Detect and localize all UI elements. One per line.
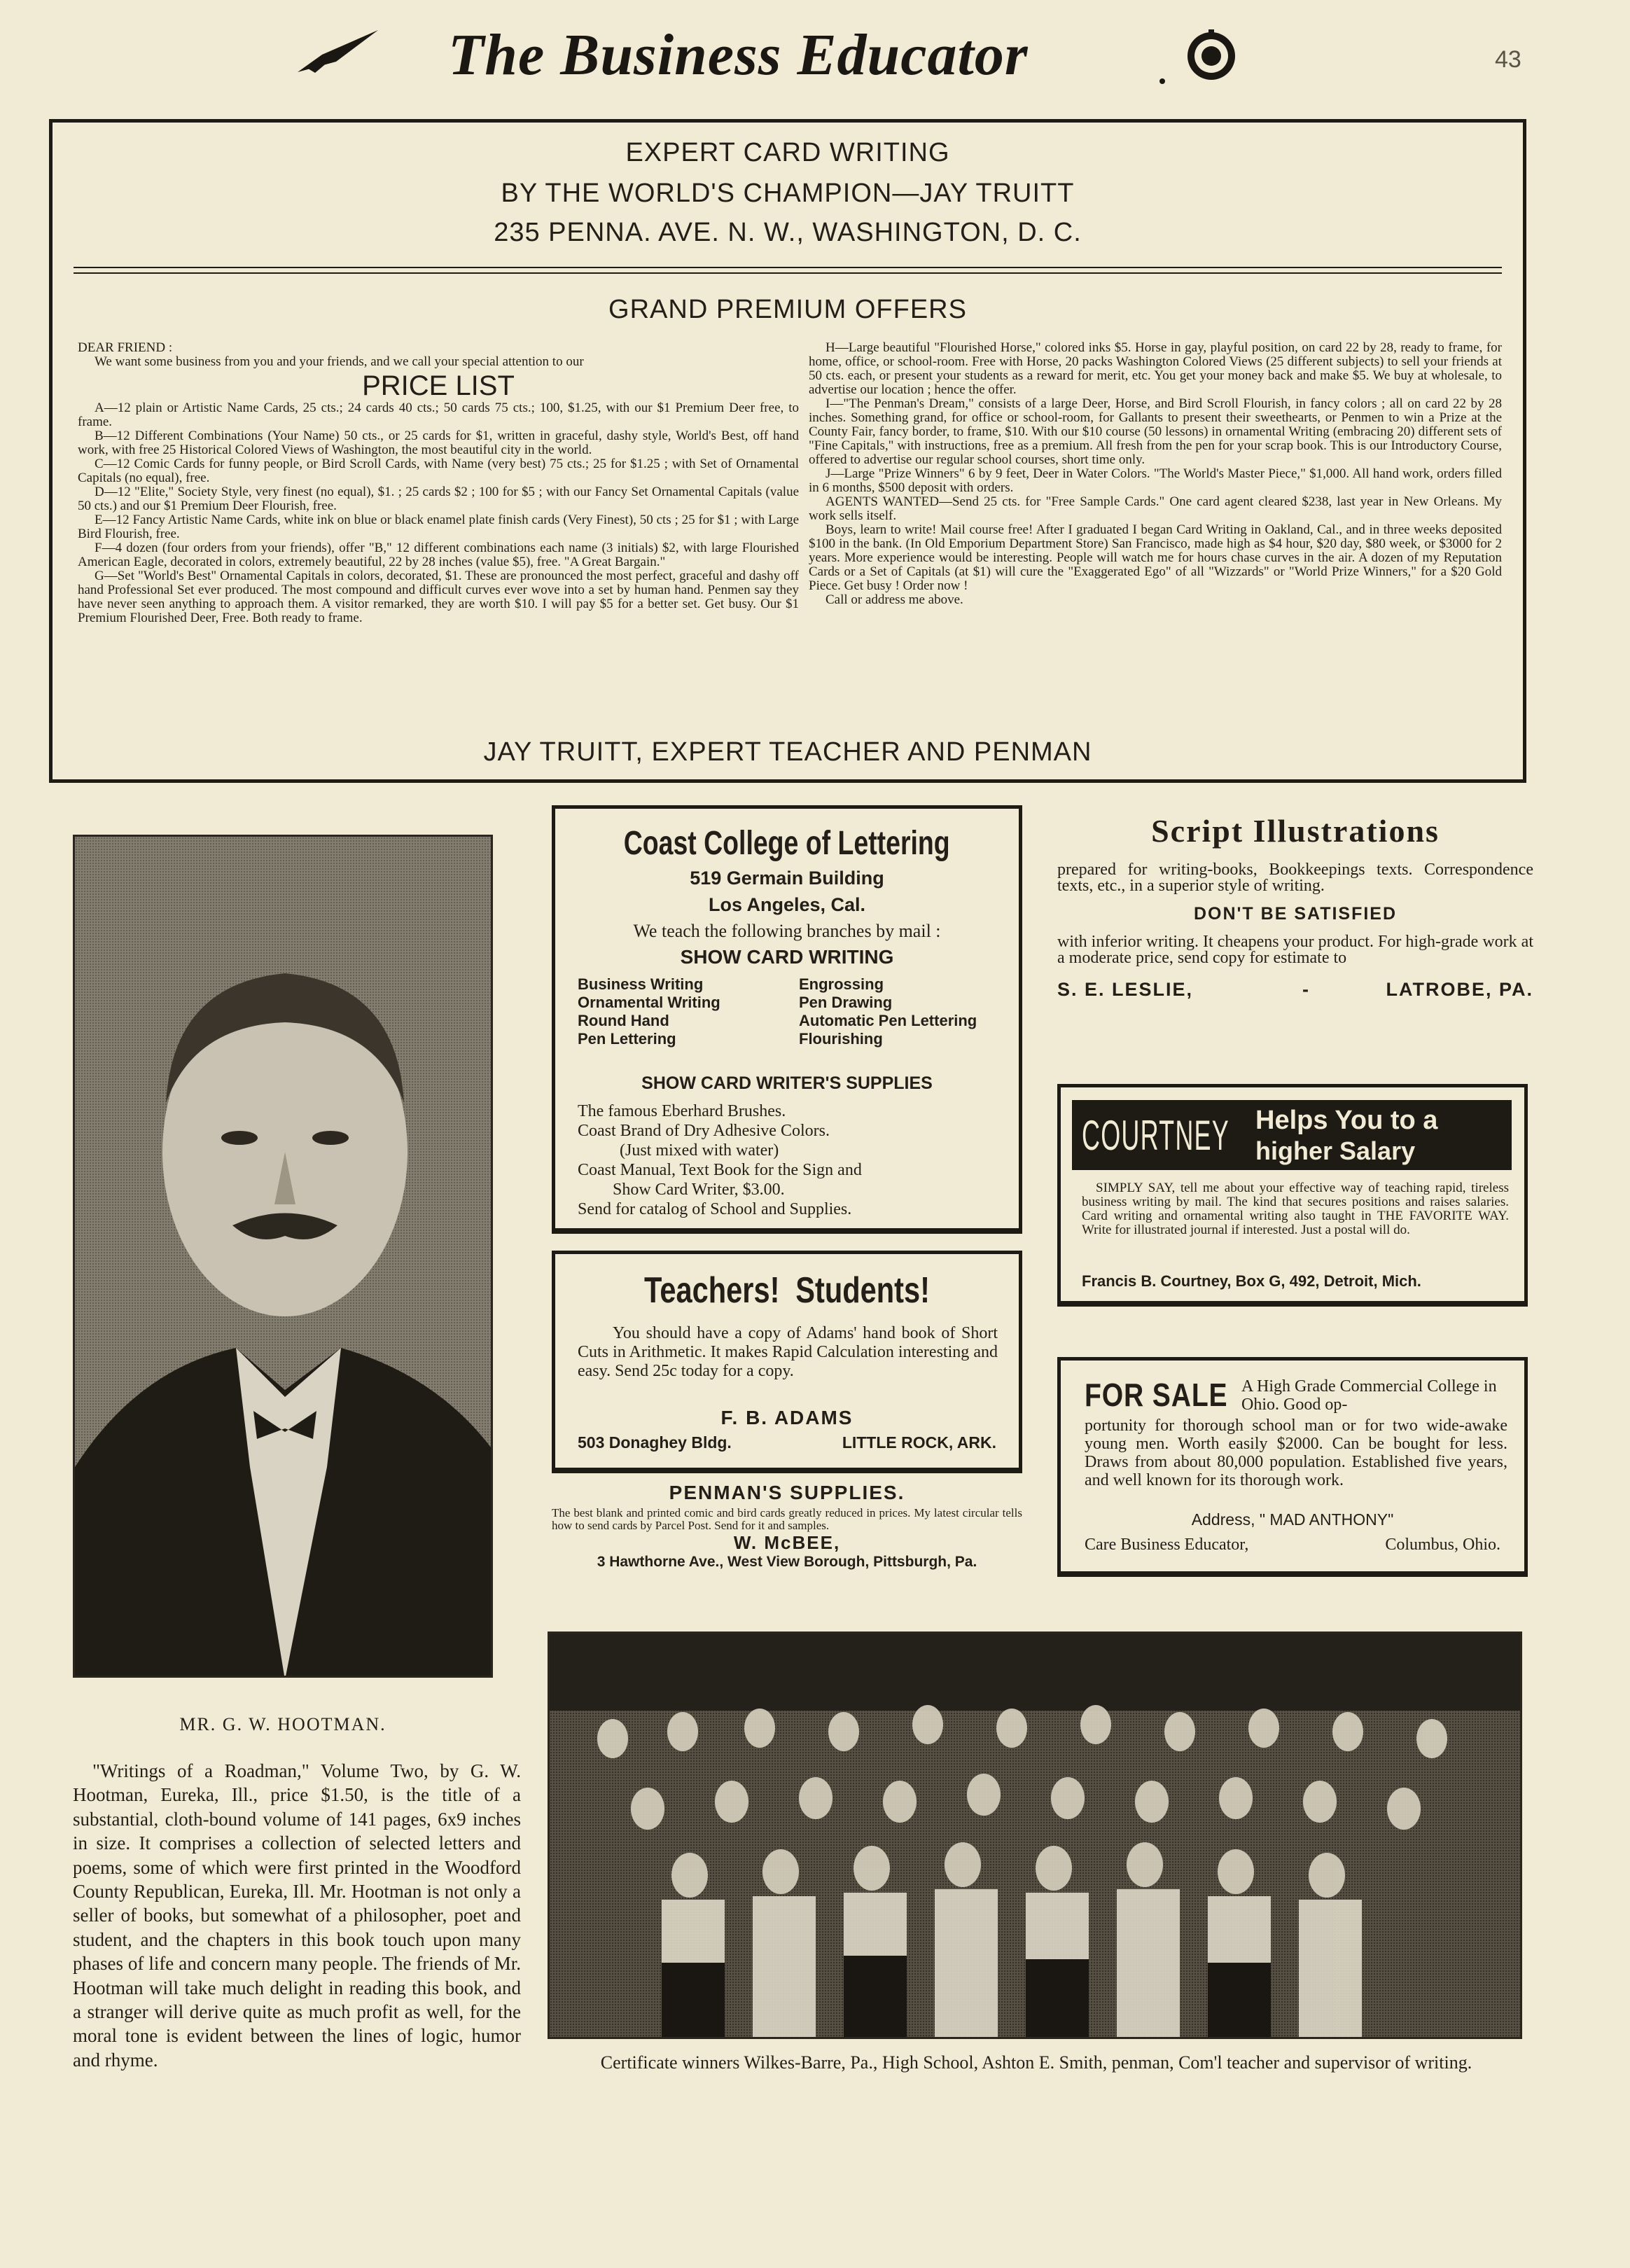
branch-round-hand: Round Hand bbox=[578, 1012, 669, 1029]
masthead-dot bbox=[1159, 78, 1165, 84]
branch-business-writing: Business Writing bbox=[578, 975, 704, 993]
script-illustrations-ad bbox=[1057, 812, 1533, 1050]
truitt-rule-bottom bbox=[74, 272, 1502, 274]
adams-address-right: LITTLE ROCK, ARK. bbox=[842, 1433, 996, 1452]
hootman-caption: MR. G. W. HOOTMAN. bbox=[179, 1714, 386, 1734]
price-item-j: J—Large "Prize Winners" 6 by 9 feet, Deer in Water Colors. "The World's Master Piece," $1,000. All hand work, orders filled in 6 months, $500 deposit with orders. bbox=[809, 466, 1502, 495]
truitt-salutation: DEAR FRIEND : bbox=[78, 340, 173, 355]
truitt-header-line3: 235 PENNA. AVE. N. W., WASHINGTON, D. C. bbox=[494, 218, 1082, 247]
supplies-line-5: Show Card Writer, $3.00. bbox=[613, 1181, 785, 1199]
price-item-e: E—12 Fancy Artistic Name Cards, white ink on blue or black enamel plate finish cards (Very Finest), 50 cts ; 25 for $1 ; with Large Bird Flourish, free. bbox=[78, 513, 799, 541]
show-card-writing: SHOW CARD WRITING bbox=[680, 946, 894, 968]
call-or-address: Call or address me above. bbox=[826, 592, 963, 607]
leslie-name: S. E. LESLIE, bbox=[1057, 979, 1194, 1000]
branches-left bbox=[578, 975, 720, 1048]
price-item-b: B—12 Different Combinations (Your Name) 50 cts., or 25 cards for $1, written in graceful, dashy style, World's Best, off hand work, with free 25 Historical Colored Views of Washington, the most beautiful city in the world. bbox=[78, 429, 799, 457]
for-sale-address-line bbox=[1061, 1510, 1524, 1530]
coast-address-1: 519 Germain Building bbox=[690, 868, 884, 889]
truitt-right-column bbox=[809, 341, 1502, 607]
coast-teach-line: We teach the following branches by mail : bbox=[633, 921, 941, 941]
truitt-left-column bbox=[78, 341, 799, 625]
for-sale-body: portunity for thorough school man or for two wide-awake young men. Worth easily $2000. Can be bought for less. Draws from about 80,000 population. Established five years, and well known for its thorough work. bbox=[1085, 1417, 1507, 1489]
supplies-heading: SHOW CARD WRITER'S SUPPLIES bbox=[641, 1073, 933, 1093]
price-item-f: F—4 dozen (four orders from your friends), offer "B," 12 different combinations each name (3 initials) $2, with large Flourished American Eagle, decorated in colors, extremely beautiful, 22 by 28 inches (value $5), free. "A Great Bargain." bbox=[78, 541, 799, 569]
adams-body: You should have a copy of Adams' hand book of Short Cuts in Arithmetic. It makes Rapid Calculation interesting and easy. Send 25c today for a copy. bbox=[578, 1324, 998, 1380]
for-sale-ad bbox=[1057, 1357, 1528, 1577]
courtney-name: COURTNEY bbox=[1082, 1112, 1230, 1159]
supplies-line-4: Coast Manual, Text Book for the Sign and bbox=[578, 1161, 862, 1179]
price-item-c: C—12 Comic Cards for funny people, or Bird Scroll Cards, with Name (very best) 75 cts.; 25 for $1.25 ; with Set of Ornamental Capitals (no equal), free. bbox=[78, 457, 799, 485]
courtney-ad bbox=[1057, 1084, 1528, 1307]
for-sale-address: Address, " MAD ANTHONY" bbox=[1191, 1510, 1394, 1529]
hootman-article: "Writings of a Roadman," Volume Two, by G. W. Hootman, Eureka, Ill., price $1.50, is the title of a substantial, cloth-bound volume of 141 pages, 6x9 inches in size. It comprises a collection of selected letters and poems, some of which were first printed in the Woodford County Republican, Eureka, Ill. Mr. Hootman is not only a seller of books, but somewhat of a philosopher, poet and student, and the chapters in this book touch upon many phases of life and concern many people. The friends of Mr. Hootman will take much delight in reading this book, and a stranger will derive quite as much profit as well, for the moral tone is evident between the lines of logic, humor and rhyme. bbox=[73, 1760, 521, 2071]
truitt-advertisement bbox=[49, 119, 1526, 783]
for-sale-care: Care Business Educator, bbox=[1085, 1536, 1249, 1554]
dont-be-satisfied: DON'T BE SATISFIED bbox=[1193, 904, 1398, 924]
truitt-header-line2: BY THE WORLD'S CHAMPION—JAY TRUITT bbox=[501, 179, 1075, 208]
adams-address-left: 503 Donaghey Bldg. bbox=[578, 1433, 732, 1452]
supplies-line-2: Coast Brand of Dry Adhesive Colors. bbox=[578, 1122, 830, 1140]
truitt-intro: We want some business from you and your friends, and we call your special attention to our bbox=[95, 354, 584, 369]
price-item-d: D—12 "Elite," Society Style, very finest (no equal), $1. ; 25 cards $2 ; 100 for $5 ; with our Fancy Set Ornamental Capitals (value 50 cts.) and our $1 Premium Deer Flourish, free. bbox=[78, 485, 799, 513]
courtney-slogan-1: Helps You to a bbox=[1255, 1106, 1438, 1135]
adams-arithmetic-ad bbox=[552, 1251, 1022, 1473]
group-photo bbox=[548, 1632, 1522, 2039]
leslie-place: LATROBE, PA. bbox=[1386, 979, 1533, 1000]
price-item-h: H—Large beautiful "Flourished Horse," colored inks $5. Horse in gay, playful position, on card 22 by 28, ready to frame, for home, office, or school-room. Free with Horse, 20 packs Washington Colored Views (25 different subjects) to sell your friends at 50 cts. each, or present your students as a reward for merit, etc. You get your money back and make $5. We buy at wholesale, to advertise our location ; hence the offer. bbox=[809, 340, 1502, 397]
adams-name: F. B. ADAMS bbox=[720, 1407, 854, 1428]
supplies-line-3: (Just mixed with water) bbox=[620, 1141, 779, 1160]
page-number: 43 bbox=[1495, 46, 1521, 73]
price-item-g: G—Set "World's Best" Ornamental Capitals in colors, decorated, $1. These are pronounced the most perfect, graceful and dashy off hand Professional Set ever produced. The most compound and difficult curves ever wove into a set by human hand. Penmen say they have never seen anything to approach them. A visitor remarked, they are worth $10. I will pay $5 for a better set. Get busy. Our $1 Premium Flourished Deer, Free. Both ready to frame. bbox=[78, 569, 799, 625]
mcbee-name: W. McBEE, bbox=[733, 1532, 841, 1553]
leslie-dash: - bbox=[1302, 979, 1310, 1000]
supplies-line-1: The famous Eberhard Brushes. bbox=[578, 1102, 786, 1120]
truitt-footer: JAY TRUITT, EXPERT TEACHER AND PENMAN bbox=[483, 737, 1092, 767]
courtney-banner bbox=[1072, 1100, 1512, 1170]
for-sale-city: Columbus, Ohio. bbox=[1385, 1536, 1500, 1554]
script-body: prepared for writing-books, Bookkeepings texts. Correspondence texts, etc., in a superior style of writing. bbox=[1057, 861, 1533, 895]
penman-supplies-ad bbox=[552, 1482, 1022, 1588]
branch-pen-drawing: Pen Drawing bbox=[799, 994, 893, 1011]
group-photo-figures bbox=[550, 1634, 1522, 2039]
penman-supplies-title: PENMAN'S SUPPLIES. bbox=[669, 1482, 905, 1503]
agents-wanted: AGENTS WANTED—Send 25 cts. for "Free Sample Cards." One card agent cleared $238, last year in New Orleans. My work sells itself. bbox=[809, 494, 1502, 523]
premium-offers-heading: GRAND PREMIUM OFFERS bbox=[608, 295, 967, 324]
penman-supplies-body: The best blank and printed comic and bird cards greatly reduced in prices. My latest circular tells how to send cards by Parcel Post. Send for it and samples. bbox=[552, 1506, 1022, 1532]
branch-ornamental-writing: Ornamental Writing bbox=[578, 994, 720, 1011]
group-photo-caption: Certificate winners Wilkes-Barre, Pa., High School, Ashton E. Smith, penman, Com'l teacher and supervisor of writing. bbox=[600, 2052, 1472, 2073]
script-body-2: with inferior writing. It cheapens your product. For high-grade work at a moderate price, send copy for estimate to bbox=[1057, 933, 1533, 967]
branch-engrossing: Engrossing bbox=[799, 975, 884, 993]
branch-pen-lettering: Pen Lettering bbox=[578, 1030, 676, 1048]
for-sale-heading: FOR SALE bbox=[1085, 1377, 1228, 1413]
for-sale-first-lines: A High Grade Commercial College in Ohio. Good op- bbox=[1241, 1377, 1497, 1414]
courtney-slogan-2: higher Salary bbox=[1255, 1136, 1416, 1165]
leslie-address-row bbox=[1057, 979, 1533, 1001]
coast-college-ad bbox=[552, 805, 1022, 1234]
truitt-rule-top bbox=[74, 267, 1502, 268]
supplies-line-6: Send for catalog of School and Supplies. bbox=[578, 1200, 852, 1218]
coast-address-2: Los Angeles, Cal. bbox=[708, 894, 866, 915]
masthead-title: The Business Educator bbox=[448, 22, 1029, 88]
branch-flourishing: Flourishing bbox=[799, 1030, 883, 1048]
teachers-students-title: Teachers! Students! bbox=[643, 1270, 931, 1311]
courtney-address: Francis B. Courtney, Box G, 492, Detroit, Mich. bbox=[1082, 1272, 1421, 1290]
portrait-figure bbox=[75, 837, 493, 1678]
branches-right bbox=[799, 975, 977, 1048]
price-item-a: A—12 plain or Artistic Name Cards, 25 cts.; 24 cards 40 cts.; 50 cards 75 cts.; 100, $1.25, with our $1 Premium Deer free, to frame. bbox=[78, 401, 799, 429]
coast-college-title: Coast College of Lettering bbox=[624, 825, 950, 862]
mcbee-address: 3 Hawthorne Ave., West View Borough, Pittsburgh, Pa. bbox=[597, 1554, 977, 1570]
script-illustrations-title: Script Illustrations bbox=[1151, 813, 1440, 849]
seal-emblem-icon bbox=[1183, 28, 1239, 84]
price-item-i: I—"The Penman's Dream," consists of a large Deer, Horse, and Bird Scroll Flourish, in fancy colors ; all on card 22 by 28 inches. Something grand, for office or school-room, for Gallants to present their sweethearts, or Penmen to win a Prize at the County Fair, fancy border, to frame, $10. With our $10 course (50 lessons) in ornamental Writing (embracing 20) different sets of "Fine Capitals," with instructions, free as a premium. All fresh from the pen for your scrap book. This is our Introductory Course, offered to advertise our regular school courses, short time only. bbox=[809, 396, 1502, 467]
truitt-header-line1: EXPERT CARD WRITING bbox=[625, 138, 950, 167]
branch-automatic-pen-lettering: Automatic Pen Lettering bbox=[799, 1012, 977, 1029]
price-list-heading: PRICE LIST bbox=[362, 370, 515, 401]
mail-course: Boys, learn to write! Mail course free! After I graduated I began Card Writing in Oakland, Cal., and in three weeks deposited $100 in the bank. (In Old Emporium Department Store) San Francisco, made high as $4 hour, $20 day, $80 week, or $3000 for 2 years. More experience would be interesting. People will watch me for hours chase curves in the air. A dozen of my Reputation Cards or a Set of Capitals (at $1) will cure the "Exaggerated Ego" of all "Wizzards" or "World Prize Winners," for a $20 Gold Piece. Get busy ! Order now ! bbox=[809, 522, 1502, 593]
quill-pen-icon bbox=[294, 27, 385, 76]
courtney-body: SIMPLY SAY, tell me about your effective way of teaching rapid, tireless business writing by mail. The kind that secures positions and raises salaries. Card writing and ornamental writing also taught in THE FAVORITE WAY. Write for illustrated journal if interested. Just a postal will do. bbox=[1082, 1181, 1509, 1237]
supplies-list bbox=[578, 1101, 862, 1219]
hootman-portrait bbox=[73, 835, 493, 1678]
